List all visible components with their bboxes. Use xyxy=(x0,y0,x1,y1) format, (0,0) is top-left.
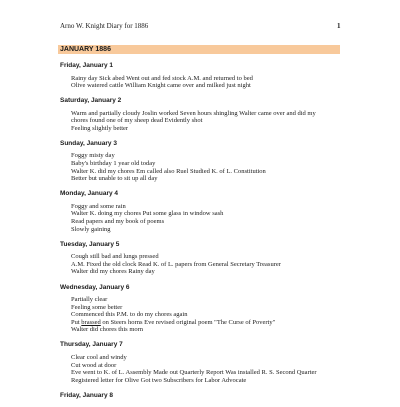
entry-date: Monday, January 4 xyxy=(60,190,119,198)
entry-line: chores found one of my sheep dead Evidently shot xyxy=(71,117,203,125)
entry-line: Feeling some better xyxy=(71,303,123,311)
diary-entry xyxy=(60,392,345,400)
month-heading: JANUARY 1886 xyxy=(60,46,111,53)
entry-line: Commenced this P.M. to do my chores again xyxy=(71,311,188,319)
underlined-word: brassed xyxy=(81,318,101,326)
entry-line: Clear cool and windy xyxy=(71,353,127,361)
entry-line: Registered letter for Olive Got two Subscribers for Labor Advocate xyxy=(71,376,247,384)
entry-line: A.M. Fixed the old clock Read K. of L. papers from General Secretary Treasurer xyxy=(71,260,281,268)
month-heading-bar xyxy=(58,45,340,54)
entry-date: Saturday, January 2 xyxy=(60,97,122,105)
entry-line: Rainy day Sick abed Went out and fed stock A.M. and returned to bed xyxy=(71,74,253,82)
entry-line: Baby's birthday 1 year old today xyxy=(71,160,156,168)
entry-line: Read papers and my book of poems xyxy=(71,218,165,226)
entry-line-text: Put xyxy=(71,318,82,326)
entry-line: Walter K. doing my chores Put some glass in window sash xyxy=(71,210,224,218)
diary-entry xyxy=(60,341,345,384)
entry-date: Friday, January 8 xyxy=(60,391,113,399)
entry-line: Walter did my chores Rainy day xyxy=(71,268,155,276)
diary-entry xyxy=(60,97,345,132)
entry-line: Better but unable to sit up all day xyxy=(71,175,158,183)
entry-line: Warm and partially cloudy Joslin worked Seven hours shingling Walter came over and did my xyxy=(71,109,316,117)
entry-line: Foggy misty day xyxy=(71,152,115,160)
diary-entry xyxy=(60,190,345,233)
running-title: Arno W. Knight Diary for 1886 xyxy=(60,22,149,30)
entry-line: Walter K. did my chores Em called also Ruel Studied K. of L. Constitution xyxy=(71,167,266,175)
entry-line-text: on Steers horns Eve revised original poem "The Curse of Poverty" xyxy=(100,318,276,326)
entry-line: Cut wood at door xyxy=(71,361,117,369)
entry-date: Tuesday, January 5 xyxy=(60,240,120,248)
entry-line: Olive watered cattle William Knight came over and milked just night xyxy=(71,82,251,90)
entry-line: Partially clear xyxy=(71,296,108,303)
entry-date: Thursday, January 7 xyxy=(60,341,123,349)
entry-line xyxy=(60,319,345,327)
diary-entry xyxy=(60,241,345,276)
entry-line: Foggy and some rain xyxy=(71,202,126,210)
entry-date: Wednesday, January 6 xyxy=(60,283,130,291)
entry-date: Friday, January 1 xyxy=(60,62,113,69)
diary-entry xyxy=(60,284,345,334)
entry-date: Sunday, January 3 xyxy=(60,139,117,147)
diary-entry xyxy=(60,62,345,90)
entry-line: Walter did chores this morn xyxy=(71,326,144,334)
entry-line: Slowly gaining xyxy=(71,225,111,233)
entry-line: Cough still bad and lungs pressed xyxy=(71,253,159,261)
diary-entries xyxy=(60,62,345,407)
entry-line: Eve went to K. of L. Assembly Made out Quarterly Report Was installed R. S. Second Quarter xyxy=(71,369,317,377)
page-number: 1 xyxy=(337,22,341,30)
diary-entry xyxy=(60,140,345,183)
entry-line: Feeling slightly better xyxy=(71,124,129,132)
